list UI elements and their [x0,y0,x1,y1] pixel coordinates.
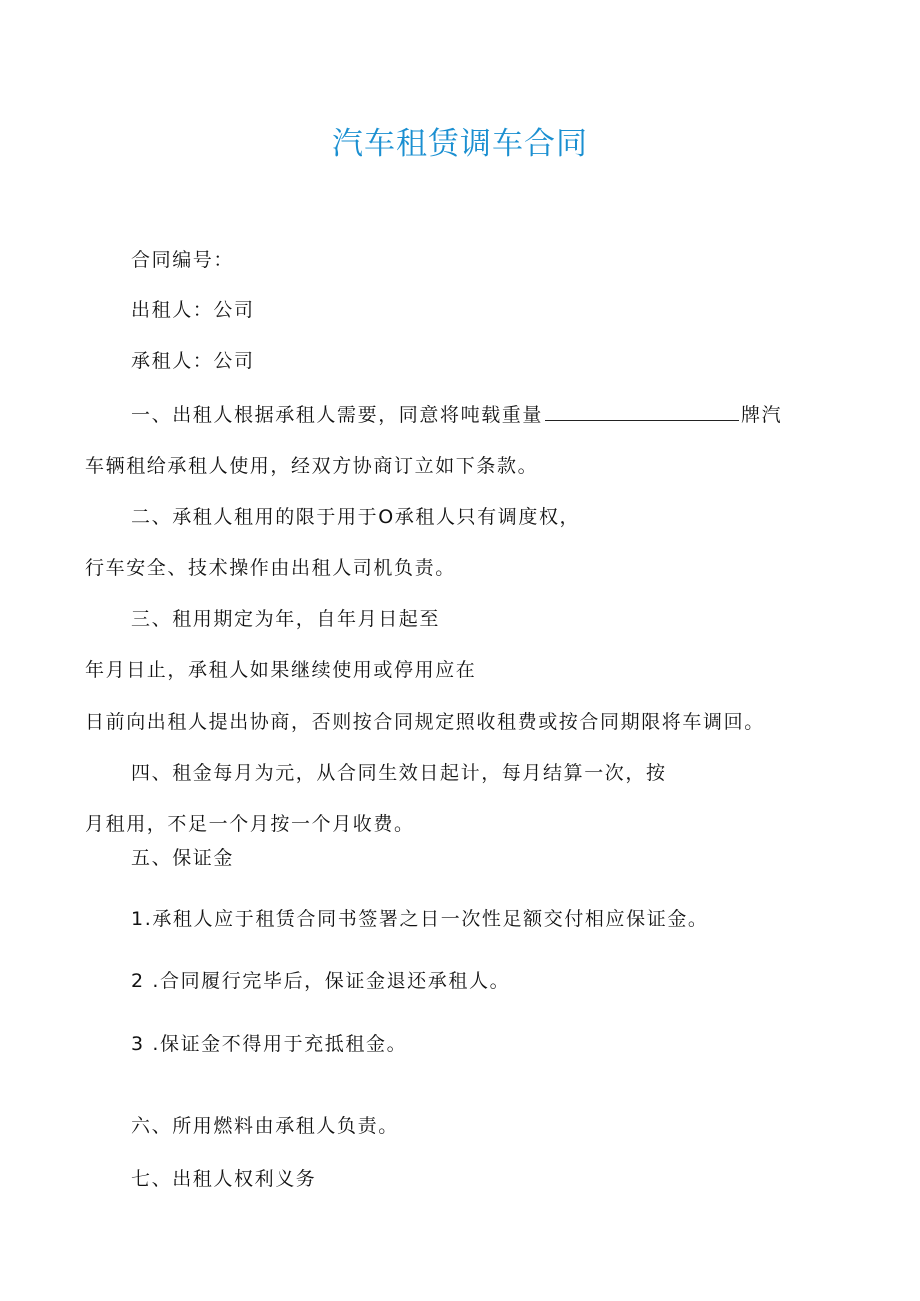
lessee-line: 承租人：公司 [131,350,255,372]
clause-1-text-b: 牌汽 [741,404,783,426]
clause-2-line-1: 二、承租人租用的限于用于O承租人只有调度权， [131,506,581,528]
fill-in-blank [545,402,739,421]
clause-3-line-1: 三、租用期定为年，自年月日起至 [131,608,441,630]
clause-5-heading: 五、保证金 [131,847,235,869]
clause-3-line-2: 年月日止，承租人如果继续使用或停用应在 [85,659,477,681]
clause-1-text-a: 一、出租人根据承租人需要，同意将吨载重量 [131,404,544,426]
clause-5-item-1: 1.承租人应于租赁合同书签署之日一次性足额交付相应保证金。 [131,908,709,930]
lessor-line: 出租人：公司 [131,299,255,321]
clause-4-line-1: 四、租金每月为元，从合同生效日起计，每月结算一次，按 [131,762,667,784]
clause-3-line-3: 日前向出租人提出协商，否则按合同规定照收租费或按合同期限将车调回。 [85,711,765,733]
clause-5-item-3: 3 .保证金不得用于充抵租金。 [131,1033,408,1055]
document-title: 汽车租赁调车合同 [332,126,588,162]
clause-7-heading: 七、出租人权利义务 [131,1168,317,1190]
clause-2-line-2: 行车安全、技术操作由出租人司机负责。 [85,557,456,579]
clause-5-item-2: 2 .合同履行完毕后，保证金退还承租人。 [131,970,511,992]
contract-number-label: 合同编号： [131,249,235,271]
clause-1-line-1 [131,402,782,428]
clause-4-line-2: 月租用，不足一个月按一个月收费。 [85,813,415,835]
clause-1-line-2: 车辆租给承租人使用，经双方协商订立如下条款。 [85,455,539,477]
clause-6: 六、所用燃料由承租人负责。 [131,1115,399,1137]
